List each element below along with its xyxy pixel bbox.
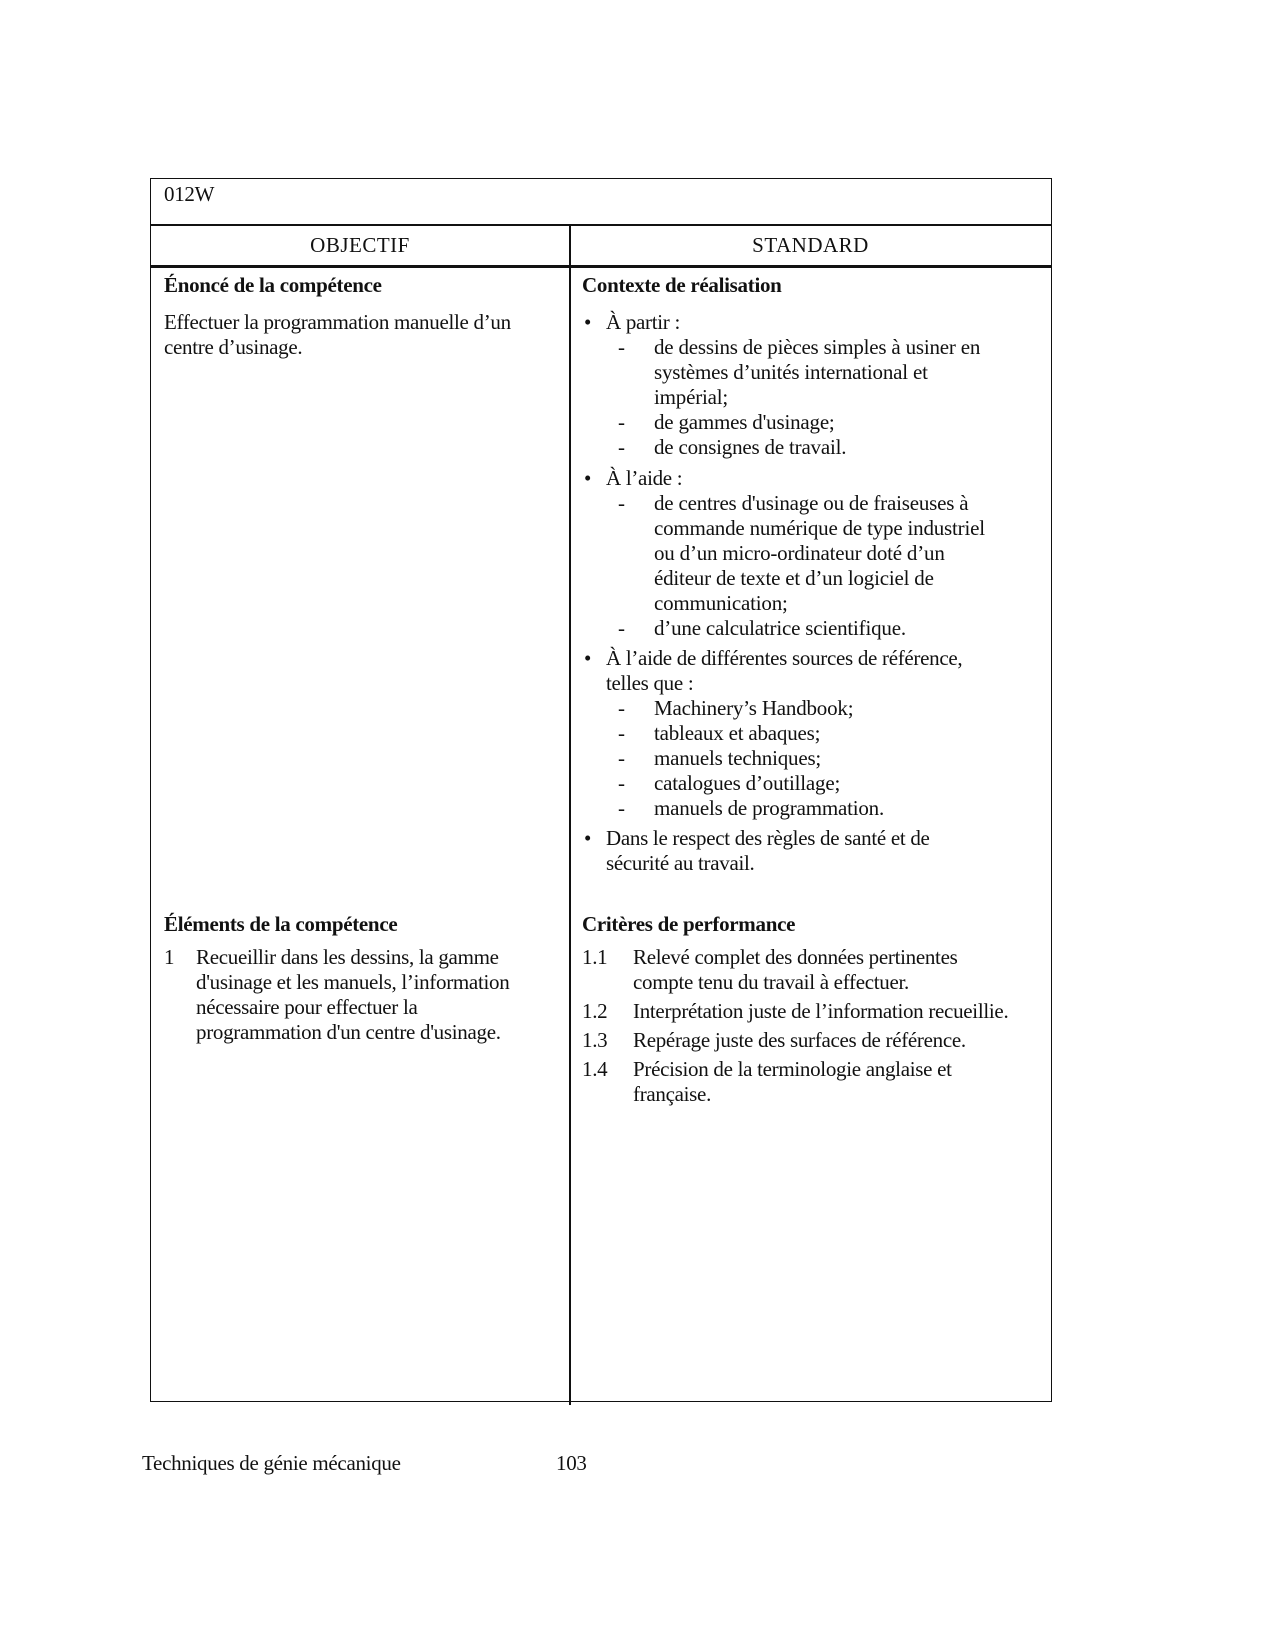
divider [150, 265, 1052, 268]
sub-item-text: éditeur de texte et d’un logiciel de [654, 566, 934, 590]
criterion-text: Relevé complet des données pertinentes [633, 945, 958, 969]
text-line: Effectuer la programmation manuelle d’un [164, 310, 511, 334]
bullet-label: À l’aide de différentes sources de référence, [606, 646, 963, 670]
sub-item-text: systèmes d’unités international et [654, 360, 928, 384]
text-line: d'usinage et les manuels, l’information [196, 970, 510, 994]
sub-item [606, 721, 1047, 746]
dash-icon: - [618, 335, 625, 359]
contexte-list [582, 310, 1047, 889]
sub-item [606, 541, 1047, 566]
criterion-number: 1.2 [582, 999, 608, 1023]
bullet-icon: • [584, 826, 592, 850]
bullet-label: À l’aide : [606, 466, 683, 490]
criterion-text: Repérage juste des surfaces de référence. [633, 1028, 966, 1052]
sub-item [606, 616, 1047, 641]
element-text [196, 945, 509, 1045]
text-line: programmation d'un centre d'usinage. [196, 1020, 501, 1044]
bullet-label: sécurité au travail. [606, 851, 755, 875]
page-number: 103 [556, 1451, 587, 1475]
bullet-label: telles que : [606, 671, 694, 695]
sub-item [606, 360, 1047, 385]
dash-icon: - [618, 616, 625, 640]
element-number: 1 [164, 945, 175, 969]
column-divider [569, 225, 571, 1405]
dash-icon: - [618, 721, 625, 745]
text-line: centre d’usinage. [164, 335, 303, 359]
criterion-item [582, 1057, 1047, 1107]
dash-icon: - [618, 696, 625, 720]
sub-item-text: de dessins de pièces simples à usiner en [654, 335, 981, 359]
text-line: Recueillir dans les dessins, la gamme [196, 945, 499, 969]
enonce-text [164, 310, 511, 360]
criterion-number: 1.4 [582, 1057, 608, 1081]
sub-item [606, 796, 1047, 821]
sub-item-text: de centres d'usinage ou de fraiseuses à [654, 491, 969, 515]
sub-item [606, 771, 1047, 796]
sub-item [606, 591, 1047, 616]
footer-title: Techniques de génie mécanique [142, 1451, 401, 1475]
bullet-icon: • [584, 646, 592, 670]
text-line: nécessaire pour effectuer la [196, 995, 418, 1019]
sub-item-text: commande numérique de type industriel [654, 516, 985, 540]
criteres-list [582, 945, 1047, 1111]
sub-item [606, 566, 1047, 591]
contexte-title: Contexte de réalisation [582, 273, 782, 297]
bullet-icon: • [584, 466, 592, 490]
bullet-item [582, 310, 1047, 460]
bullet-label: Dans le respect des règles de santé et de [606, 826, 930, 850]
criterion-number: 1.1 [582, 945, 608, 969]
dash-icon: - [618, 435, 625, 459]
sub-item [606, 385, 1047, 410]
sub-item [606, 335, 1047, 360]
sub-item [606, 491, 1047, 516]
standard-header: STANDARD [752, 233, 869, 257]
criterion-item [582, 1028, 1047, 1053]
bullet-icon: • [584, 310, 592, 334]
sub-item-text: impérial; [654, 385, 729, 409]
dash-icon: - [618, 796, 625, 820]
criterion-text: Interprétation juste de l’information recueillie. [633, 999, 1009, 1023]
sub-item [606, 746, 1047, 771]
sub-item-text: catalogues d’outillage; [654, 771, 841, 795]
criterion-item [582, 999, 1047, 1024]
sub-item [606, 696, 1047, 721]
bullet-label: À partir : [606, 310, 680, 334]
sub-item-text: manuels de programmation. [654, 796, 885, 820]
dash-icon: - [618, 491, 625, 515]
criterion-text: française. [633, 1082, 712, 1106]
enonce-title: Énoncé de la compétence [164, 273, 382, 297]
sub-item-text: d’une calculatrice scientifique. [654, 616, 906, 640]
elements-title: Éléments de la compétence [164, 912, 398, 936]
sub-item [606, 516, 1047, 541]
dash-icon: - [618, 746, 625, 770]
sub-item-text: de consignes de travail. [654, 435, 847, 459]
dash-icon: - [618, 410, 625, 434]
competency-code: 012W [164, 182, 215, 206]
divider [150, 224, 1052, 226]
criterion-text: Précision de la terminologie anglaise et [633, 1057, 952, 1081]
criteres-title: Critères de performance [582, 912, 796, 936]
sub-item [606, 410, 1047, 435]
bullet-item [582, 466, 1047, 641]
sub-item-text: communication; [654, 591, 788, 615]
sub-item-text: de gammes d'usinage; [654, 410, 835, 434]
criterion-text: compte tenu du travail à effectuer. [633, 970, 909, 994]
sub-item-text: tableaux et abaques; [654, 721, 821, 745]
sub-item-text: Machinery’s Handbook; [654, 696, 854, 720]
criterion-item [582, 945, 1047, 995]
bullet-item [582, 826, 1047, 876]
sub-item-text: ou d’un micro-ordinateur doté d’un [654, 541, 945, 565]
bullet-item [582, 646, 1047, 821]
sub-item [606, 435, 1047, 460]
sub-item-text: manuels techniques; [654, 746, 822, 770]
dash-icon: - [618, 771, 625, 795]
criterion-number: 1.3 [582, 1028, 608, 1052]
objectif-header: OBJECTIF [310, 233, 410, 257]
